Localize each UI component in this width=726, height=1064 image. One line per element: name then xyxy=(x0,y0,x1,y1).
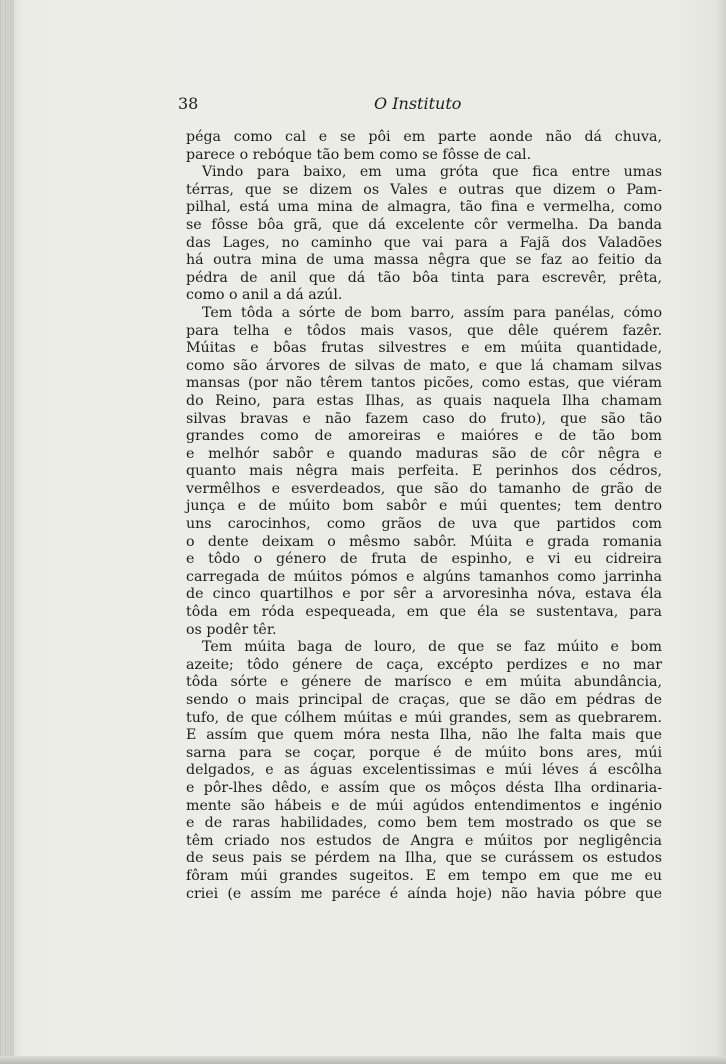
text-line: quanto mais nêgra mais perfeita. E perinhos dos cédros, xyxy=(186,463,662,480)
text-line: pilhal, está uma mina de almagra, tão fina e vermelha, como xyxy=(186,199,662,216)
body-text xyxy=(186,129,662,903)
text-line: têm criado nos estudos de Angra e múitos por negligência xyxy=(186,832,662,849)
text-line: mansas (por não têrem tantos picões, como estas, que viéram xyxy=(186,375,662,392)
text-line: de cinco quartilhos e por sêr a arvoresinha nóva, estava éla xyxy=(186,586,662,603)
text-line: pédra de anil que dá tão bôa tinta para escrevêr, prêta, xyxy=(186,269,662,286)
text-line: tôda sórte e génere de marísco e em múita abundância, xyxy=(186,674,662,691)
text-line: vermêlhos e esverdeados, que são do tamanho de grão de xyxy=(186,480,662,497)
text-line: e melhór sabôr e quando maduras são de côr nêgra e xyxy=(186,445,662,462)
text-line: azeite; tôdo génere de caça, excépto perdizes e no mar xyxy=(186,656,662,673)
text-line: grandes como de amoreiras e maióres e de tão bom xyxy=(186,428,662,445)
page-number: 38 xyxy=(178,94,199,113)
running-title: O Instituto xyxy=(374,94,462,113)
text-line: das Lages, no caminho que vai para a Fajã dos Valadões xyxy=(186,234,662,251)
text-line: se fôsse bôa grã, que dá excelente côr vermelha. Da banda xyxy=(186,216,662,233)
text-line: como são árvores de silvas de mato, e que lá chamam silvas xyxy=(186,357,662,374)
text-line: térras, que se dizem os Vales e outras que dizem o Pam- xyxy=(186,181,662,198)
page-header xyxy=(178,94,670,118)
text-line: o dente deixam o mêsmo sabôr. Múita e grada romania xyxy=(186,533,662,550)
text-line: junça e de múito bom sabôr e múi quentes; tem dentro xyxy=(186,498,662,515)
text-line: e pôr-lhes dêdo, e assím que os môços désta Ilha ordinaria- xyxy=(186,779,662,796)
text-line: carregada de múitos pómos e algúns tamanhos como jarrinha xyxy=(186,568,662,585)
text-line: Vindo para baixo, em uma gróta que fica entre umas xyxy=(202,164,662,181)
text-line: e tôdo o género de fruta de espinho, e vi eu cidreira xyxy=(186,551,662,568)
text-line: parece o rebóque tão bem como se fôsse de cal. xyxy=(186,146,532,163)
text-line: tufo, de que cólhem múitas e múi grandes, sem as quebrarem. xyxy=(186,709,662,726)
text-line: silvas bravas e não fazem caso do fruto), que são tão xyxy=(186,410,662,427)
text-line: e de raras habilidades, como bem tem mostrado os que se xyxy=(186,815,662,832)
page-edge-left xyxy=(0,0,14,1064)
text-line: delgados, e as águas excelentissimas e múi léves á escôlha xyxy=(186,762,662,779)
text-line: fôram múi grandes sugeitos. E em tempo em que me eu xyxy=(186,867,662,884)
text-line: tôda em róda espequeada, em que éla se sustentava, para xyxy=(186,604,662,621)
text-line: há outra mina de uma massa nêgra que se faz ao feitio da xyxy=(186,252,662,269)
text-line: Tem tôda a sórte de bom barro, assím para panélas, cómo xyxy=(202,304,662,321)
page-edge-bottom xyxy=(0,1056,726,1064)
text-line: sarna para se coçar, porque é de múito bons ares, múi xyxy=(186,744,662,761)
text-line: Múitas e bôas frutas silvestres e em múita quantidade, xyxy=(186,340,662,357)
text-line: para telha e tôdos mais vasos, que dêle quérem fazêr. xyxy=(186,322,662,339)
text-line: sendo o mais principal de craças, que se dão em pédras de xyxy=(186,692,662,708)
text-line: mente são hábeis e de múi agúdos entendimentos e ingénio xyxy=(186,797,662,814)
text-line: péga como cal e se pôi em parte aonde não dá chuva, xyxy=(186,129,662,145)
text-line: criei (e assím me paréce é aínda hoje) não havia póbre que xyxy=(186,885,662,902)
text-line: de seus pais se pérdem na Ilha, que se curássem os estudos xyxy=(186,850,662,867)
text-line: uns carocinhos, como grãos de uva que partidos com xyxy=(186,516,662,533)
text-line: E assím que quem móra nesta Ilha, não lhe falta mais que xyxy=(186,727,662,744)
text-line: do Reino, para estas Ilhas, as quais naquela Ilha chamam xyxy=(186,392,662,409)
text-line: os podêr têr. xyxy=(186,621,277,638)
text-line: como o anil a dá azúl. xyxy=(186,287,343,304)
text-line: Tem múita baga de louro, de que se faz múito e bom xyxy=(202,639,662,656)
